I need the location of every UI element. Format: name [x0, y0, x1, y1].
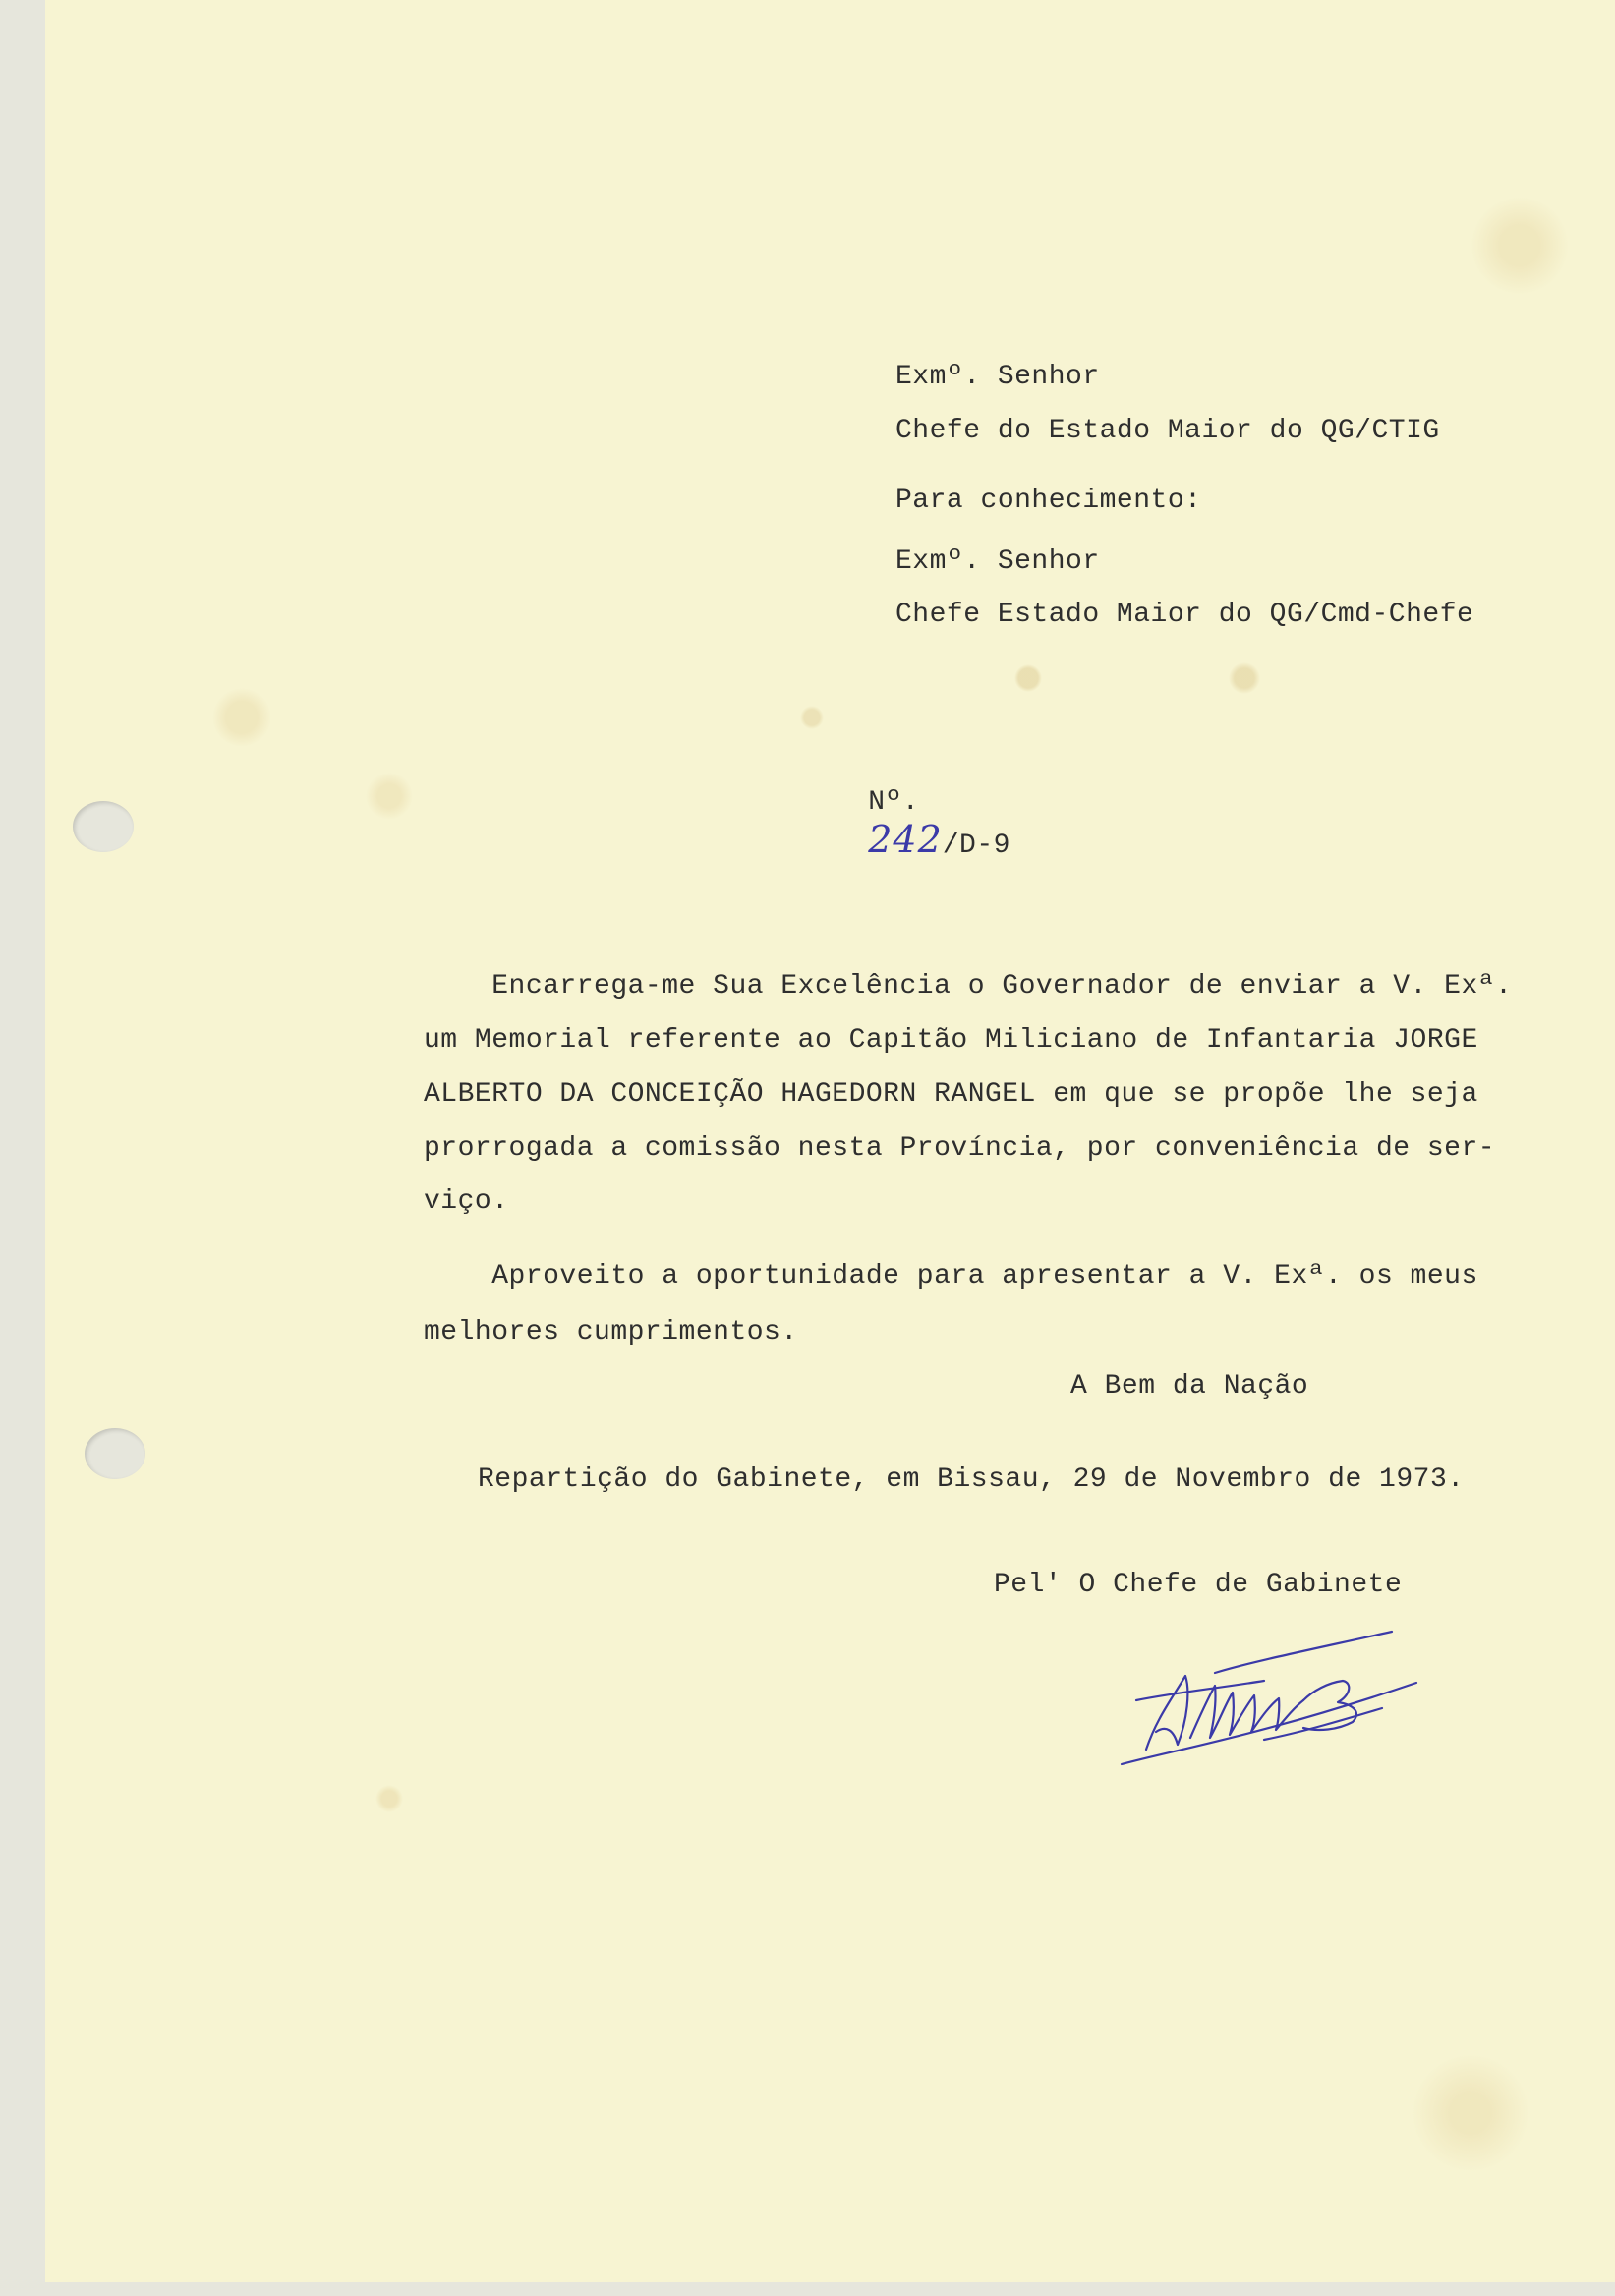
addressee-line-1: Exmº. Senhor — [895, 362, 1100, 392]
reference-number — [800, 757, 1010, 891]
closing-signatory: Pel' O Chefe de Gabinete — [994, 1570, 1403, 1600]
closing-place-date: Repartição do Gabinete, em Bissau, 29 de Novembro de 1973. — [478, 1464, 1465, 1495]
body-paragraph-1-line-1: Encarrega-me Sua Excelência o Governador de enviar a V. Exª. — [424, 971, 1513, 1002]
body-paragraph-2-line-2: melhores cumprimentos. — [424, 1317, 798, 1348]
body-paragraph-1-line-2: um Memorial referente ao Capitão Miliciano de Infantaria JORGE — [424, 1025, 1478, 1056]
punch-hole-top — [73, 801, 134, 852]
closing-motto: A Bem da Nação — [1070, 1371, 1309, 1402]
cc-line-1: Exmº. Senhor — [895, 546, 1100, 577]
addressee-line-2: Chefe do Estado Maior do QG/CTIG — [895, 416, 1440, 446]
body-paragraph-1-line-5: viço. — [424, 1186, 509, 1217]
punch-hole-bottom — [85, 1428, 145, 1479]
body-paragraph-1-line-3: ALBERTO DA CONCEIÇÃO HAGEDORN RANGEL em que se propõe lhe seja — [424, 1079, 1478, 1110]
document-page — [45, 0, 1615, 2282]
cc-label: Para conhecimento: — [895, 486, 1202, 516]
body-paragraph-1-line-4: prorrogada a comissão nesta Província, por conveniência de ser- — [424, 1133, 1496, 1164]
cc-line-2: Chefe Estado Maior do QG/Cmd-Chefe — [895, 600, 1474, 630]
reference-prefix: Nº. — [868, 787, 920, 818]
body-paragraph-2-line-1: Aproveito a oportunidade para apresentar a V. Exª. os meus — [424, 1261, 1478, 1292]
reference-suffix: /D-9 — [942, 831, 1010, 861]
handwritten-signature — [1117, 1622, 1431, 1779]
reference-handwritten-number: 242 — [868, 818, 943, 861]
